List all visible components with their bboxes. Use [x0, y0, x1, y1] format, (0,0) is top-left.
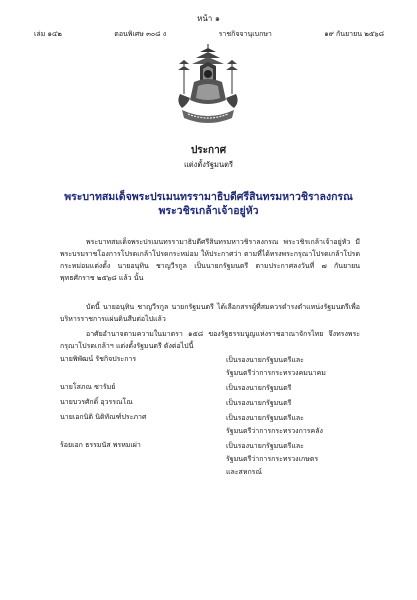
position-line: เป็นรองนายกรัฐมนตรีและ — [226, 442, 304, 450]
appointee-name: นายพิพัฒน์ รัชกิจประการ — [60, 355, 137, 363]
body-paragraph-3: อาศัยอำนาจตามความในมาตรา ๑๕๘ ของรัฐธรรมนูญแห่งราชอาณาจักรไทย จึงทรงพระกรุณาโปรดเกล้าฯ แต่งตั้งรัฐมนตรี ดังต่อไปนี้ — [60, 330, 360, 350]
royal-heading-line1: พระบาทสมเด็จพระปรเมนทรรามาธิบดีศรีสินทรมหาวชิราลงกรณ — [64, 191, 353, 203]
royal-heading-line2: พระวชิรเกล้าเจ้าอยู่หัว — [158, 205, 259, 217]
position-line: เป็นรองนายกรัฐมนตรี — [226, 399, 292, 407]
royal-heading — [0, 190, 417, 218]
appointee-position — [226, 354, 360, 380]
position-line: เป็นรองนายกรัฐมนตรี — [226, 384, 292, 392]
body-paragraph-2: บัดนี้ นายอนุทิน ชาญวีรกูล นายกรัฐมนตรี ได้เลือกสรรผู้ที่สมควรดำรงตำแหน่งรัฐมนตรีเพื่อบริหารราชการแผ่นดินสืบต่อไปแล้ว — [60, 303, 360, 323]
position-line: รัฐมนตรีว่าการกระทรวงคมนาคม — [226, 369, 326, 377]
gazette-header-line — [34, 29, 384, 40]
appointment-row — [60, 440, 360, 479]
appointment-row — [60, 354, 360, 380]
appointment-list — [60, 354, 360, 479]
position-line: และสหกรณ์ — [226, 468, 262, 476]
appointee-position — [226, 440, 360, 479]
appointee-name: ร้อยเอก ธรรมนัส พรหมเผ่า — [60, 441, 141, 449]
garuda-emblem-icon — [172, 42, 244, 132]
appointee-position — [226, 382, 360, 395]
appointee-position — [226, 397, 360, 410]
publication-date: ๑๙ กันยายน ๒๕๖๘ — [324, 30, 384, 38]
position-line: เป็นรองนายกรัฐมนตรีและ — [226, 414, 304, 422]
body-paragraph-1: พระบาทสมเด็จพระปรเมนทรรามาธิบดีศรีสินทรมหาวชิราลงกรณ พระวชิรเกล้าเจ้าอยู่หัว มีพระบรมราชโองการโปรดเกล้าโปรดกระหม่อม ให้ประกาศว่า ตามที่ได้ทรงพระกรุณาโปรดเกล้าโปรดกระหม่อมแต่งตั้ง นายอนุทิน ชาญวีรกูล เป็นนายกรัฐมนตรี ตามประกาศลงวันที่ ๗ กันยายน พุทธศักราช ๒๕๖๘ แล้ว นั้น — [60, 238, 360, 282]
publication-name: ราชกิจจานุเบกษา — [218, 30, 272, 38]
appointment-row — [60, 412, 360, 438]
appointment-row — [60, 382, 360, 395]
appointee-name: นายบวรศักดิ์ อุวรรณโณ — [60, 398, 133, 406]
position-line: เป็นรองนายกรัฐมนตรีและ — [226, 356, 304, 364]
appointee-position — [226, 412, 360, 438]
appointment-row — [60, 397, 360, 410]
announcement-title: ประกาศ — [190, 145, 227, 156]
page-number: หน้า ๑ — [197, 14, 220, 23]
volume-number: เล่ม ๑๔๒ — [34, 30, 62, 38]
announcement-subtitle: แต่งตั้งรัฐมนตรี — [183, 160, 234, 169]
position-line: รัฐมนตรีว่าการกระทรวงการคลัง — [226, 427, 323, 435]
appointee-name: นายเอกนิติ นิติทัณฑ์ประภาศ — [60, 413, 147, 421]
section-number: ตอนพิเศษ ๓๐๘ ง — [114, 30, 167, 38]
appointee-name: นายโสภณ ซารัมย์ — [60, 383, 116, 391]
position-line: รัฐมนตรีว่าการกระทรวงเกษตร — [226, 455, 319, 463]
